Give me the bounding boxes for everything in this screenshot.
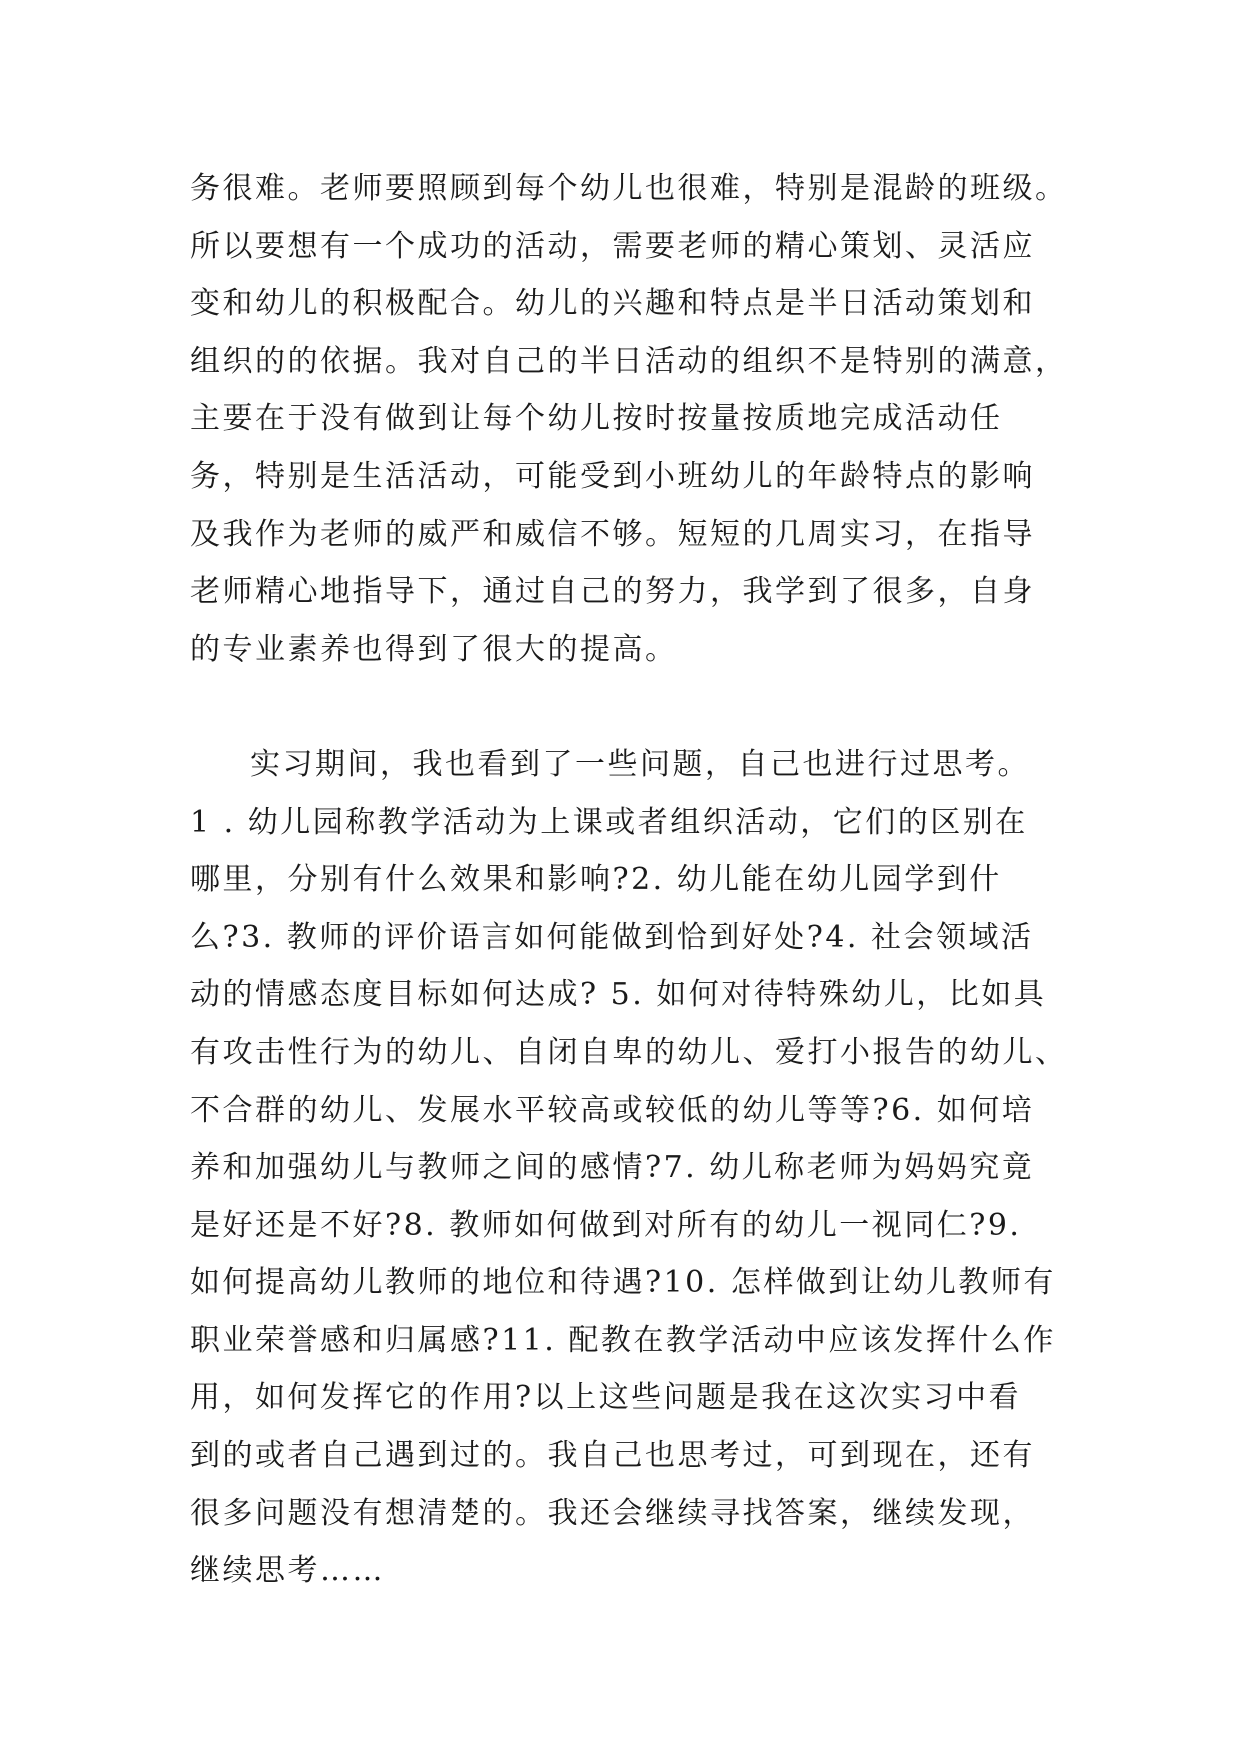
text-line: 用，如何发挥它的作用?以上这些问题是我在这次实习中看 <box>190 1380 1022 1416</box>
text-line: 继续思考…… <box>190 1553 385 1589</box>
text-line: 到的或者自己遇到过的。我自己也思考过，可到现在，还有 <box>190 1438 1035 1474</box>
text-line: 是好还是不好?8. 教师如何做到对所有的幼儿一视同仁?9. <box>190 1207 1022 1243</box>
text-line: 如何提高幼儿教师的地位和待遇?10. 怎样做到让幼儿教师有 <box>190 1265 1056 1301</box>
text-line: 组织的的依据。我对自己的半日活动的组织不是特别的满意， <box>190 343 1068 379</box>
text-line: 变和幼儿的积极配合。幼儿的兴趣和特点是半日活动策划和 <box>190 286 1035 322</box>
text-line: 不合群的幼儿、发展水平较高或较低的幼儿等等?6. 如何培 <box>190 1092 1035 1128</box>
text-line: 养和加强幼儿与教师之间的感情?7. 幼儿称老师为妈妈究竟 <box>190 1150 1035 1186</box>
text-line: 很多问题没有想清楚的。我还会继续寻找答案，继续发现， <box>190 1495 1035 1531</box>
text-line: 务，特别是生活活动，可能受到小班幼儿的年龄特点的影响 <box>190 458 1035 494</box>
text-line: 动的情感态度目标如何达成? 5. 如何对待特殊幼儿，比如具 <box>190 977 1047 1013</box>
text-line: 哪里，分别有什么效果和影响?2. 幼儿能在幼儿园学到什 <box>190 862 1002 898</box>
text-line: 的专业素养也得到了很大的提高。 <box>190 631 678 667</box>
text-line: 有攻击性行为的幼儿、自闭自卑的幼儿、爱打小报告的幼儿、 <box>190 1034 1068 1070</box>
text-line: 主要在于没有做到让每个幼儿按时按量按质地完成活动任 <box>190 401 1003 437</box>
text-line <box>190 1600 1070 1658</box>
text-line: 老师精心地指导下，通过自己的努力，我学到了很多，自身 <box>190 574 1035 610</box>
text-line <box>190 678 1070 736</box>
document-body <box>190 160 1070 1657</box>
text-line: 1 . 幼儿园称教学活动为上课或者组织活动，它们的区别在 <box>190 804 1028 840</box>
text-line: 么?3. 教师的评价语言如何能做到恰到好处?4. 社会领域活 <box>190 919 1034 955</box>
paragraph-start-line: 实习期间，我也看到了一些问题，自己也进行过思考。 <box>250 746 1030 782</box>
text-line: 职业荣誉感和归属感?11. 配教在教学活动中应该发挥什么作 <box>190 1322 1056 1358</box>
text-line: 及我作为老师的威严和威信不够。短短的几周实习，在指导 <box>190 516 1035 552</box>
text-line: 所以要想有一个成功的活动，需要老师的精心策划、灵活应 <box>190 228 1035 264</box>
text-line: 务很难。老师要照顾到每个幼儿也很难，特别是混龄的班级。 <box>190 171 1068 206</box>
